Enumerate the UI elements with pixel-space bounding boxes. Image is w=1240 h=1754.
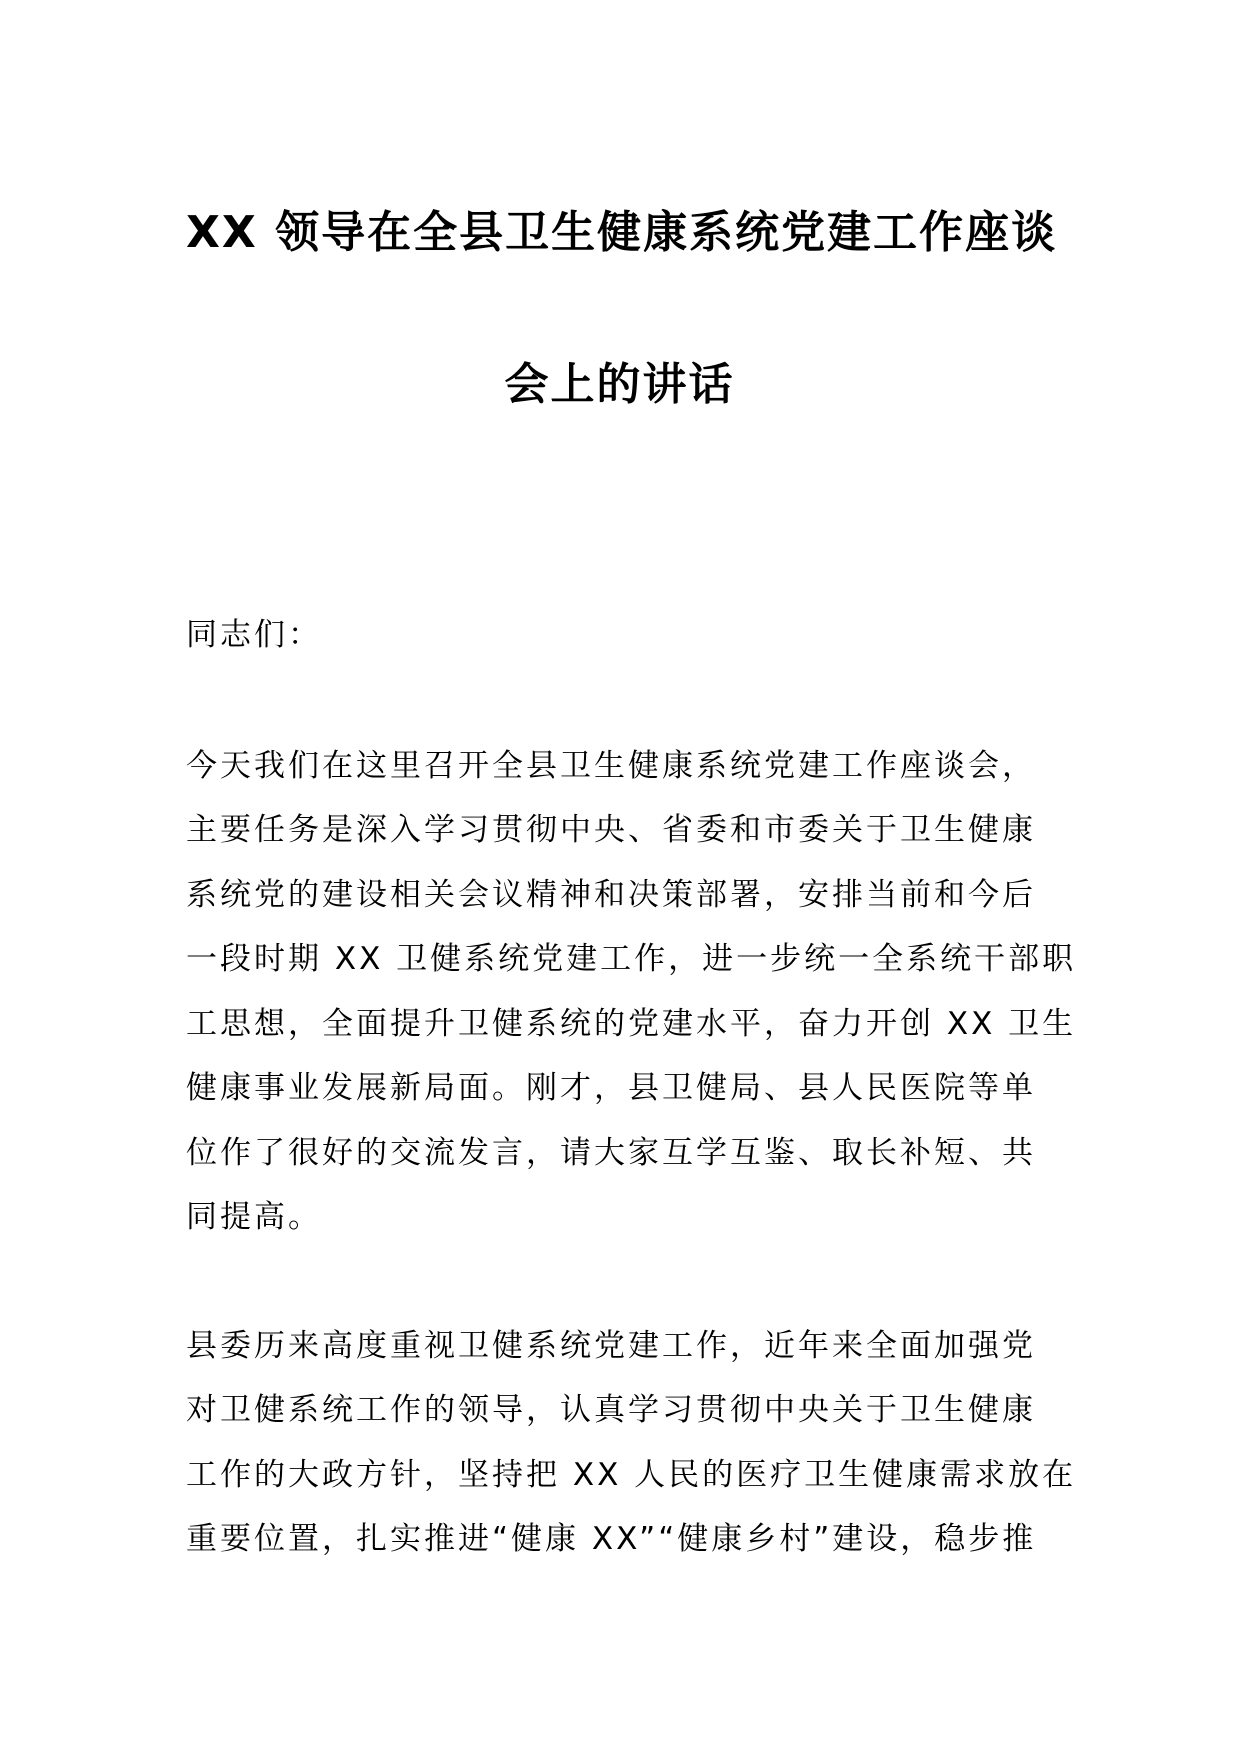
body-line: 工思想，全面提升卫健系统的党建水平，奋力开创 XX 卫生 [186,1005,1077,1042]
body-line: 位作了很好的交流发言，请大家互学互鉴、取长补短、共 [186,1134,1036,1171]
body-line: 健康事业发展新局面。刚才，县卫健局、县人民医院等单 [186,1070,1036,1106]
title-line-2: 会上的讲话 [504,359,735,410]
body-line: 一段时期 XX 卫健系统党建工作，进一步统一全系统干部职 [186,941,1077,977]
paragraph-2 [186,1314,1077,1572]
body-line: 系统党的建设相关会议精神和决策部署，安排当前和今后 [186,876,1036,913]
body-line: 工作的大政方针，坚持把 XX 人民的医疗卫生健康需求放在 [186,1456,1077,1493]
salutation: 同志们： [186,617,322,653]
paragraph-1 [186,734,1077,1250]
document-title [186,157,1058,461]
body-line: 对卫健系统工作的领导，认真学习贯彻中央关于卫生健康 [186,1392,1036,1428]
document-content [186,0,1077,1572]
body-line: 重要位置，扎实推进“健康 XX”“健康乡村”建设，稳步推 [186,1521,1037,1557]
body-line: 同提高。 [186,1199,322,1235]
title-line-1: XX 领导在全县卫生健康系统党建工作座谈 [186,207,1058,258]
body-line: 今天我们在这里召开全县卫生健康系统党建工作座谈会， [186,747,1036,784]
body-line: 县委历来高度重视卫健系统党建工作，近年来全面加强党 [186,1327,1036,1364]
body-line: 主要任务是深入学习贯彻中央、省委和市委关于卫生健康 [186,812,1036,848]
